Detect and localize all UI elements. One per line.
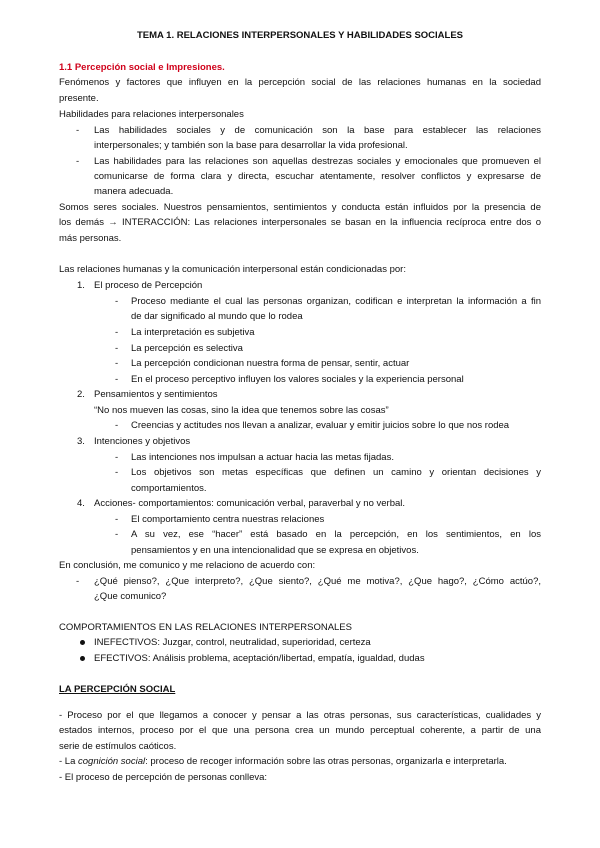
dash-bullet: - bbox=[115, 529, 119, 540]
list-number: 2. bbox=[77, 389, 85, 400]
sub-bullet-text: pensamientos y en una intencionalidad que se expresa en objetivos. bbox=[131, 545, 419, 556]
sub-bullet-text: A su vez, ese “hacer” está basado en la percepción, en los sentimientos, en los bbox=[131, 529, 541, 540]
list-number: 4. bbox=[77, 498, 85, 509]
dash-bullet: - bbox=[76, 156, 80, 167]
list-number: 3. bbox=[77, 436, 85, 447]
bullet-text: ¿Qué pienso?, ¿Que interpreto?, ¿Que siento?, ¿Qué me motiva?, ¿Que hago?, ¿Cómo actúo?, bbox=[94, 576, 541, 587]
dash-bullet: - bbox=[115, 452, 119, 463]
habilidades-heading: Habilidades para relaciones interpersonales bbox=[59, 109, 244, 120]
text-rest: : proceso de recoger información sobre las otras personas, organizarla e interpretarla. bbox=[145, 756, 507, 767]
sub-bullet-text: En el proceso perceptivo influyen los valores sociales y la experiencia personal bbox=[131, 374, 464, 385]
dash-bullet: - bbox=[115, 327, 119, 338]
document-title: TEMA 1. RELACIONES INTERPERSONALES Y HABILIDADES SOCIALES bbox=[136, 30, 464, 41]
bullet-dot bbox=[80, 640, 85, 645]
sub-bullet-text: La percepción condicionan nuestra forma de pensar, sentir, actuar bbox=[131, 358, 410, 369]
bullet-text: interpersonales; y también son la base para desarrollar la vida profesional. bbox=[94, 140, 408, 151]
italic-term: cognición social bbox=[78, 756, 146, 767]
dash-bullet: - bbox=[76, 125, 80, 136]
paragraph-line: En conclusión, me comunico y me relaciono de acuerdo con: bbox=[59, 560, 316, 571]
dash-bullet: - bbox=[115, 374, 119, 385]
paragraph-line bbox=[59, 755, 507, 768]
paragraph-line: - El proceso de percepción de personas conlleva: bbox=[59, 772, 268, 783]
bullet-text: EFECTIVOS: Análisis problema, aceptación/libertad, empatía, igualdad, dudas bbox=[94, 653, 425, 664]
paragraph-line: más personas. bbox=[59, 233, 122, 244]
percepcion-social-heading: LA PERCEPCIÓN SOCIAL bbox=[59, 684, 176, 695]
section-heading: 1.1 Percepción social e Impresiones. bbox=[59, 62, 225, 73]
intro-line: Fenómenos y factores que influyen en la percepción social de las relaciones humanas en la sociedad bbox=[59, 77, 541, 88]
bullet-text: manera adecuada. bbox=[94, 186, 174, 197]
paragraph-line: serie de estímulos caóticos. bbox=[59, 741, 177, 752]
text-prefix: - La bbox=[59, 756, 79, 767]
list-item: Acciones- comportamientos: comunicación verbal, paraverbal y no verbal. bbox=[94, 498, 406, 509]
paragraph-line: Somos seres sociales. Nuestros pensamientos, sentimientos y conducta están influidos por la presencia de bbox=[59, 202, 541, 213]
list-item: El proceso de Percepción bbox=[94, 280, 203, 291]
dash-bullet: - bbox=[115, 358, 119, 369]
sub-bullet-text: El comportamiento centra nuestras relaciones bbox=[131, 514, 325, 525]
bullet-text: comunicarse de forma clara y directa, escuchar atentamente, resolver conflictos y expresarse de bbox=[94, 171, 541, 182]
sub-bullet-text: comportamientos. bbox=[131, 483, 207, 494]
bullet-text: Las habilidades sociales y de comunicación son la base para establecer las relaciones bbox=[94, 125, 541, 136]
dash-bullet: - bbox=[115, 514, 119, 525]
bullet-dot bbox=[80, 656, 85, 661]
bullet-text: INEFECTIVOS: Juzgar, control, neutralidad, superioridad, certeza bbox=[94, 637, 371, 648]
intro-line: presente. bbox=[59, 93, 99, 104]
sub-bullet-text: de dar significado al mundo que lo rodea bbox=[131, 311, 303, 322]
sub-bullet-text: La percepción es selectiva bbox=[131, 343, 243, 354]
sub-bullet-text: Proceso mediante el cual las personas organizan, codifican e interpretan la información a fin bbox=[131, 296, 541, 307]
list-number: 1. bbox=[77, 280, 85, 291]
bullet-text: ¿Que comunico? bbox=[94, 591, 167, 602]
comportamientos-heading: COMPORTAMIENTOS EN LAS RELACIONES INTERPERSONALES bbox=[59, 622, 352, 633]
dash-bullet: - bbox=[76, 576, 80, 587]
bullet-text: Las habilidades para las relaciones son aquellas destrezas sociales y emocionales que promueven el bbox=[94, 156, 541, 167]
paragraph-line: estados internos, proceso por el que una persona crea un mundo perceptual coherente, a partir de una bbox=[59, 725, 541, 736]
paragraph-line: - Proceso por el que llegamos a conocer y pensar a las otras personas, sus características, cualidades y bbox=[59, 710, 541, 721]
list-item: Intenciones y objetivos bbox=[94, 436, 191, 447]
sub-bullet-text: La interpretación es subjetiva bbox=[131, 327, 255, 338]
paragraph-line: Las relaciones humanas y la comunicación interpersonal están condicionadas por: bbox=[59, 264, 406, 275]
dash-bullet: - bbox=[115, 420, 119, 431]
sub-bullet-text: Los objetivos son metas específicas que definen un camino y orientan decisiones y bbox=[131, 467, 541, 478]
dash-bullet: - bbox=[115, 467, 119, 478]
dash-bullet: - bbox=[115, 296, 119, 307]
quote: “No nos mueven las cosas, sino la idea que tenemos sobre las cosas” bbox=[94, 405, 389, 416]
paragraph-line: los demás → INTERACCIÓN: Las relaciones interpersonales se basan en la influencia recíproca entre dos o bbox=[59, 217, 541, 228]
dash-bullet: - bbox=[115, 343, 119, 354]
list-item: Pensamientos y sentimientos bbox=[94, 389, 218, 400]
sub-bullet-text: Creencias y actitudes nos llevan a analizar, evaluar y emitir juicios sobre lo que nos rodea bbox=[131, 420, 510, 431]
sub-bullet-text: Las intenciones nos impulsan a actuar hacia las metas fijadas. bbox=[131, 452, 394, 463]
